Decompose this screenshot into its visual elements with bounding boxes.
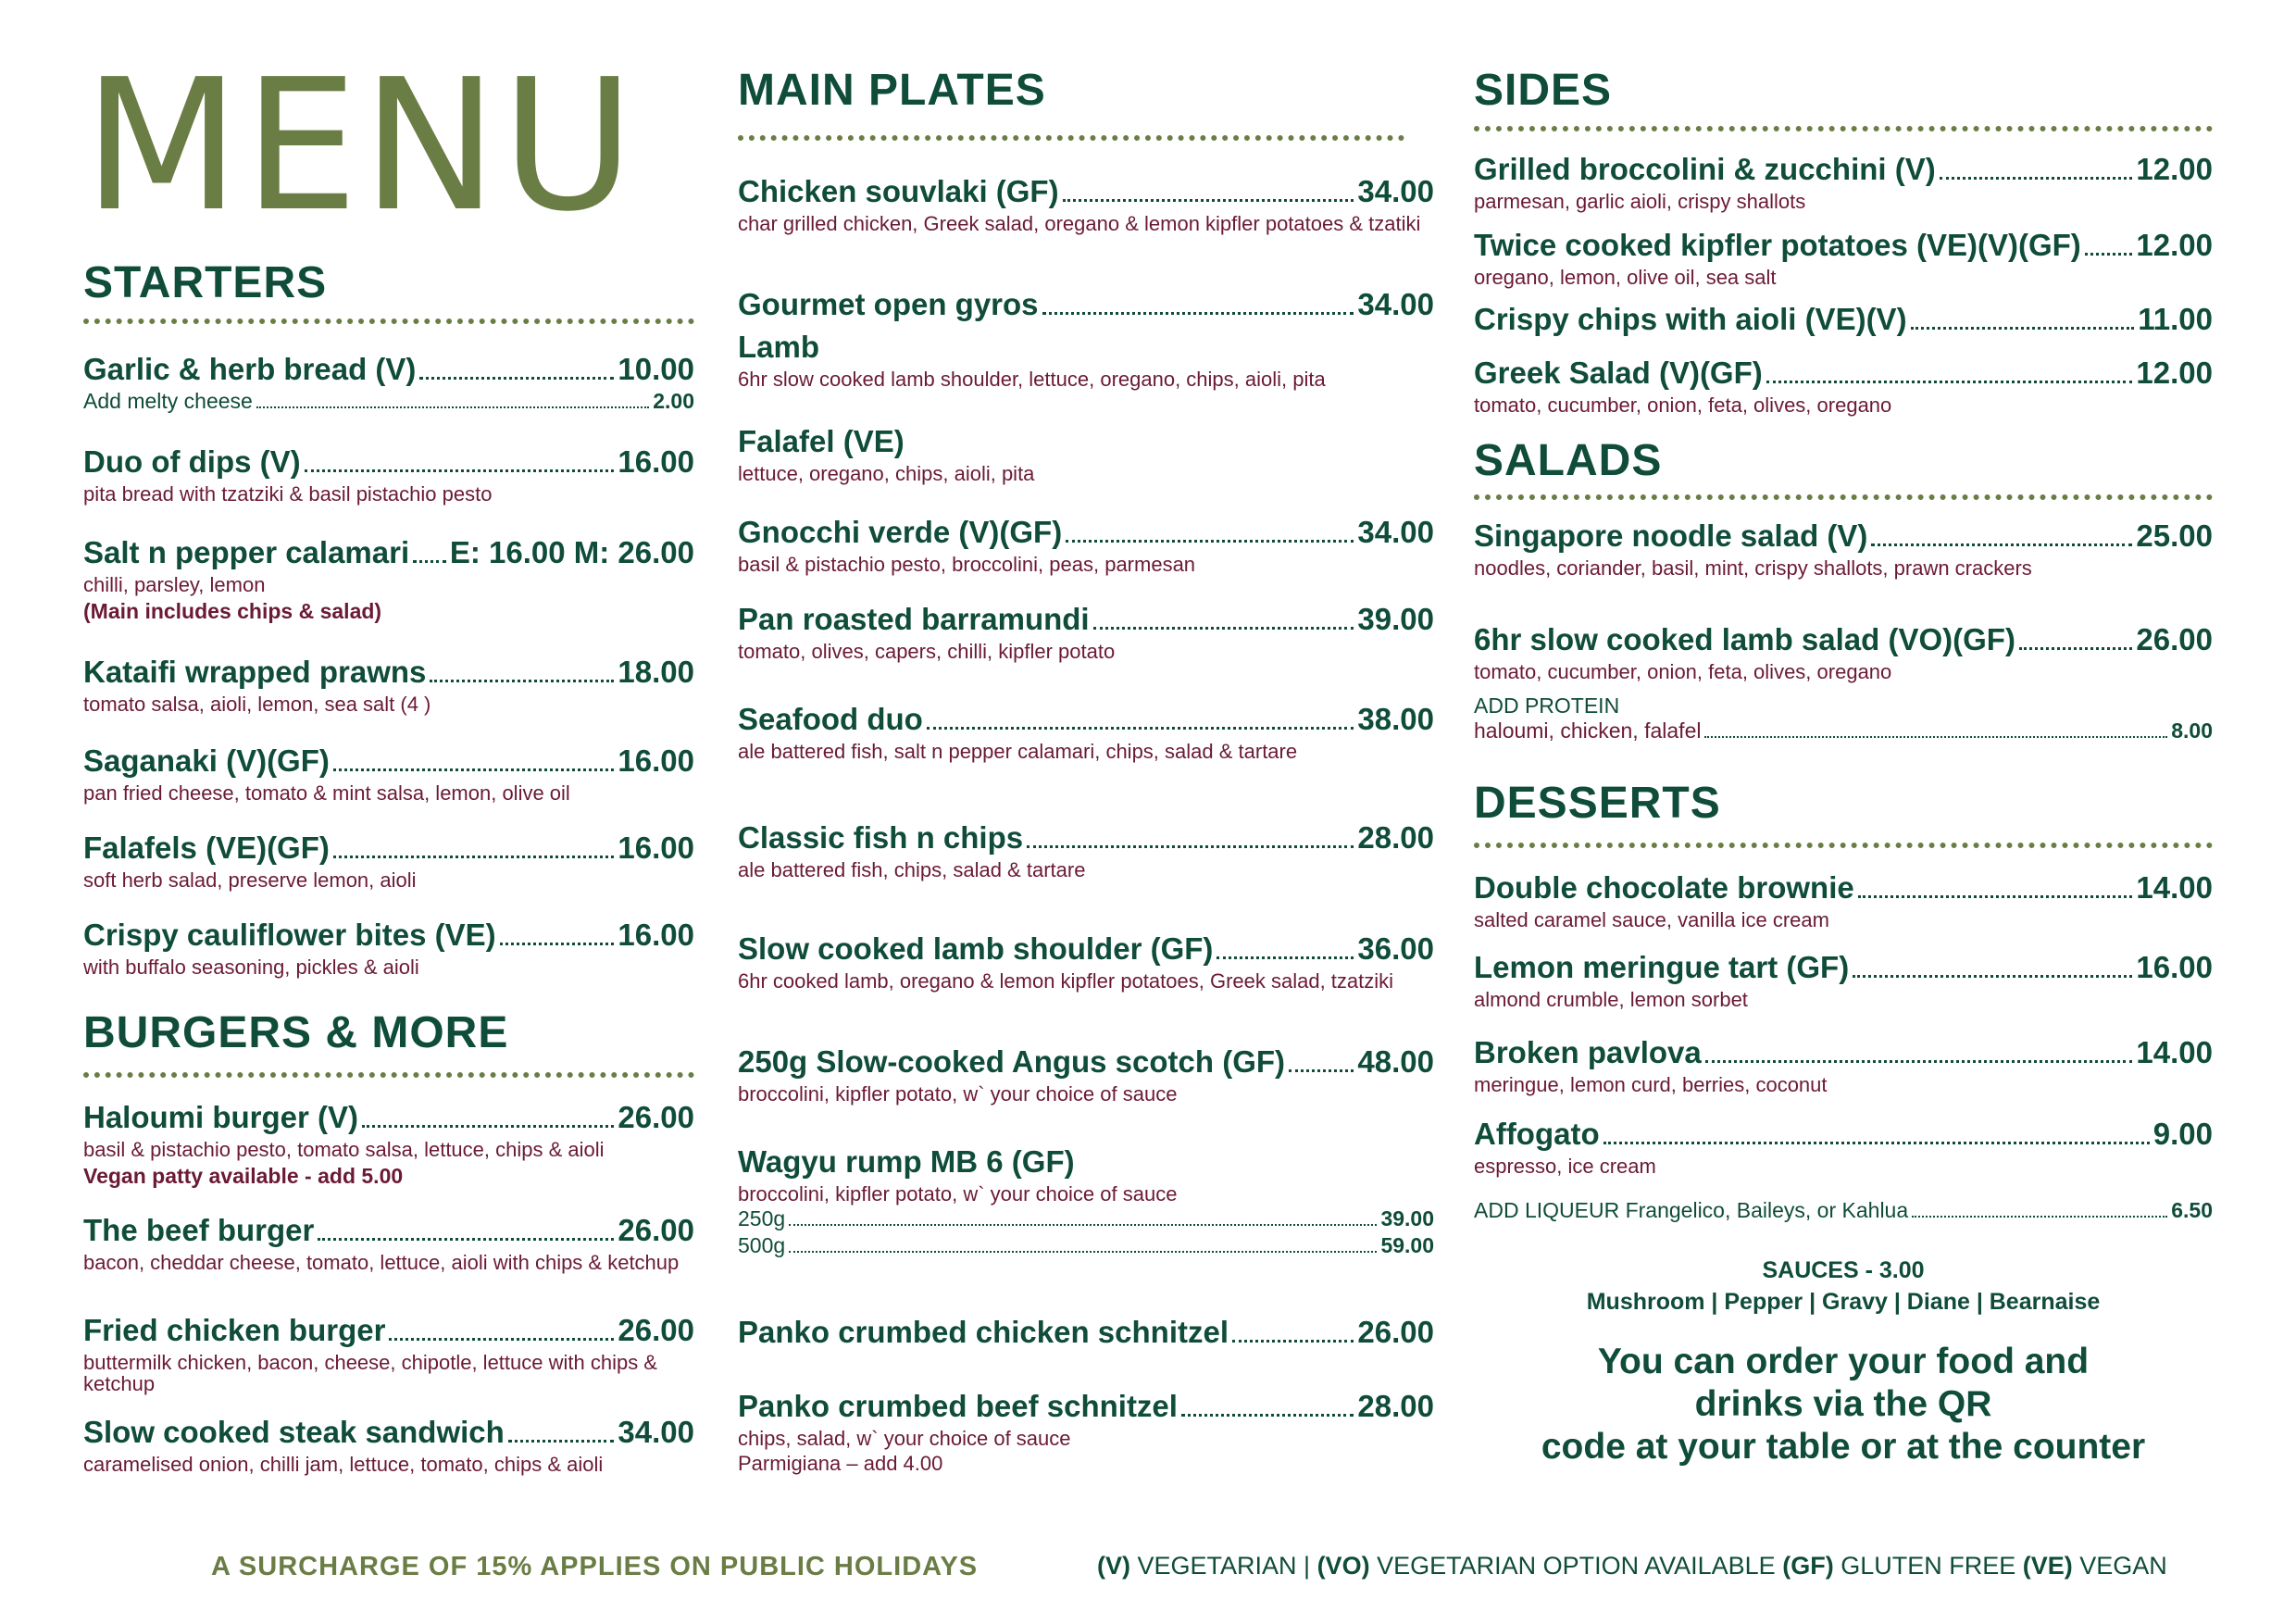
menu-item-line bbox=[1474, 518, 2213, 554]
menu-item-name: Slow cooked steak sandwich bbox=[83, 1415, 505, 1449]
menu-item-name: Double chocolate brownie bbox=[1474, 870, 1854, 905]
menu-item-line bbox=[83, 444, 694, 480]
menu-item-line bbox=[738, 1144, 1434, 1180]
option-label: haloumi, chicken, falafel bbox=[1474, 718, 1702, 743]
menu-item bbox=[1474, 356, 2213, 416]
sauces-list: Mushroom | Pepper | Gravy | Diane | Bearnaise bbox=[1586, 1289, 2101, 1315]
menu-item-line bbox=[1474, 356, 2213, 391]
menu-item-name: Broken pavlova bbox=[1474, 1035, 1702, 1069]
leader-dots bbox=[1911, 327, 2135, 330]
menu-item-name: Haloumi burger (V) bbox=[83, 1100, 359, 1134]
add-protein-label: ADD PROTEIN bbox=[1474, 693, 1620, 718]
menu-item-description: espresso, ice cream bbox=[1474, 1155, 1656, 1178]
menu-item-name: Crispy cauliflower bites (VE) bbox=[83, 918, 496, 952]
menu-item-price: 26.00 bbox=[618, 1213, 694, 1247]
leader-dots bbox=[362, 1125, 614, 1128]
menu-item-addon: Parmigiana – add 4.00 bbox=[738, 1452, 943, 1475]
menu-item-name: Greek Salad (V)(GF) bbox=[1474, 356, 1763, 390]
qr-line: You can order your food and bbox=[1597, 1342, 2090, 1381]
menu-item-name: Panko crumbed beef schnitzel bbox=[738, 1389, 1178, 1423]
legend-text: VEGETARIAN OPTION AVAILABLE bbox=[1369, 1552, 1783, 1580]
menu-item bbox=[738, 515, 1434, 575]
mains-heading: MAIN PLATES bbox=[738, 66, 1046, 115]
menu-item-description: pan fried cheese, tomato & mint salsa, lemon, olive oil bbox=[83, 781, 570, 805]
option-price: 8.00 bbox=[2171, 718, 2213, 743]
menu-item bbox=[738, 602, 1434, 662]
menu-item bbox=[1474, 950, 2213, 1010]
legend-text: GLUTEN FREE bbox=[1833, 1552, 2023, 1580]
menu-item-price: 12.00 bbox=[2136, 152, 2213, 186]
menu-item-name: Wagyu rump MB 6 (GF) bbox=[738, 1144, 1075, 1179]
option-price: 2.00 bbox=[653, 389, 694, 413]
menu-item-line bbox=[1474, 1117, 2213, 1152]
leader-dots bbox=[1181, 1414, 1354, 1417]
menu-item-option bbox=[738, 1206, 1434, 1231]
liqueur-addon bbox=[1474, 1196, 2213, 1223]
menu-item-description: broccolini, kipfler potato, w` your choice of sauce bbox=[738, 1082, 1178, 1106]
menu-item-description: char grilled chicken, Greek salad, oregano & lemon kipfler potatoes & tzatiki bbox=[738, 212, 1421, 235]
leader-dots bbox=[1853, 975, 2132, 978]
menu-item bbox=[738, 330, 1434, 390]
menu-item-description: buttermilk chicken, bacon, cheese, chipotle, lettuce with chips & ketchup bbox=[83, 1351, 657, 1395]
leader-dots bbox=[318, 1238, 614, 1241]
menu-item-line bbox=[83, 831, 694, 866]
menu-item-option bbox=[83, 389, 694, 414]
legend-text: VEGETARIAN | bbox=[1130, 1552, 1317, 1580]
menu-item-description: caramelised onion, chilli jam, lettuce, tomato, chips & aioli bbox=[83, 1453, 604, 1476]
menu-item-name: Lemon meringue tart (GF) bbox=[1474, 950, 1850, 984]
menu-item-price: 25.00 bbox=[2136, 518, 2213, 553]
menu-item-line bbox=[738, 1315, 1434, 1350]
menu-item bbox=[83, 655, 694, 715]
menu-item bbox=[1474, 1035, 2213, 1095]
sauces-title: SAUCES - 3.00 bbox=[1762, 1257, 1925, 1283]
menu-item-price: 16.00 bbox=[2136, 950, 2213, 984]
menu-item-line bbox=[83, 352, 694, 387]
menu-item-line bbox=[738, 931, 1434, 967]
menu-item-description: tomato, cucumber, onion, feta, olives, oregano bbox=[1474, 660, 1892, 683]
menu-item-description: 6hr slow cooked lamb shoulder, lettuce, oregano, chips, aioli, pita bbox=[738, 368, 1326, 391]
menu-item-price: 26.00 bbox=[618, 1313, 694, 1347]
leader-dots bbox=[2019, 647, 2132, 650]
menu-item-line bbox=[83, 1313, 694, 1348]
menu-item-note: (Main includes chips & salad) bbox=[83, 599, 382, 623]
menu-item-line bbox=[1474, 152, 2213, 187]
menu-item-price: 14.00 bbox=[2136, 870, 2213, 905]
liqueur-price: 6.50 bbox=[2171, 1198, 2213, 1222]
menu-item-name: Gourmet open gyros bbox=[738, 287, 1039, 321]
leader-dots bbox=[1704, 736, 2167, 738]
leader-dots bbox=[1063, 199, 1354, 202]
starters-heading: STARTERS bbox=[83, 258, 328, 307]
menu-item-name: Saganaki (V)(GF) bbox=[83, 743, 330, 778]
menu-item bbox=[83, 831, 694, 891]
burgers-heading: BURGERS & MORE bbox=[83, 1008, 509, 1057]
menu-item-price: 34.00 bbox=[1357, 174, 1434, 208]
menu-item-name: Kataifi wrapped prawns bbox=[83, 655, 427, 689]
menu-item-note: Vegan patty available - add 5.00 bbox=[83, 1164, 404, 1188]
leader-dots bbox=[2085, 253, 2133, 256]
menu-item-description: soft herb salad, preserve lemon, aioli bbox=[83, 868, 417, 892]
menu-item-line bbox=[738, 602, 1434, 637]
menu-item-name: Singapore noodle salad (V) bbox=[1474, 518, 1868, 553]
menu-item-line bbox=[738, 1044, 1434, 1080]
menu-item-line bbox=[83, 535, 694, 570]
menu-item-description: chilli, parsley, lemon bbox=[83, 573, 266, 596]
menu-item bbox=[83, 352, 694, 414]
menu-item-description: bacon, cheddar cheese, tomato, lettuce, aioli with chips & ketchup bbox=[83, 1251, 680, 1274]
salads-heading: SALADS bbox=[1474, 436, 1663, 485]
menu-item bbox=[738, 424, 1434, 484]
leader-dots bbox=[1858, 895, 2133, 898]
section-divider bbox=[738, 135, 1404, 141]
menu-item-name: Slow cooked lamb shoulder (GF) bbox=[738, 931, 1214, 966]
leader-dots bbox=[789, 1224, 1377, 1226]
menu-item-line bbox=[1474, 950, 2213, 985]
menu-item-name: Lamb bbox=[738, 330, 820, 364]
qr-line: code at your table or at the counter bbox=[1541, 1427, 2146, 1467]
leader-dots bbox=[1603, 1142, 2150, 1144]
menu-item-price: 28.00 bbox=[1357, 820, 1434, 855]
menu-item-line bbox=[738, 424, 1434, 459]
menu-item bbox=[738, 702, 1434, 762]
menu-item-name: 6hr slow cooked lamb salad (VO)(GF) bbox=[1474, 622, 2015, 656]
menu-item-name: Falafel (VE) bbox=[738, 424, 905, 458]
menu-item-line bbox=[1474, 1035, 2213, 1070]
menu-item-price: 10.00 bbox=[618, 352, 694, 386]
leader-dots bbox=[256, 406, 649, 408]
menu-item-line bbox=[738, 702, 1434, 737]
menu-item-price: 28.00 bbox=[1357, 1389, 1434, 1423]
menu-item-price: 34.00 bbox=[618, 1415, 694, 1449]
menu-item-description: almond crumble, lemon sorbet bbox=[1474, 988, 1748, 1011]
menu-item bbox=[1474, 518, 2213, 579]
menu-item-price: 16.00 bbox=[618, 918, 694, 952]
menu-item-name: Duo of dips (V) bbox=[83, 444, 301, 479]
menu-item bbox=[1474, 622, 2213, 743]
menu-item-price: 26.00 bbox=[2136, 622, 2213, 656]
qr-order-message bbox=[1474, 1341, 2213, 1468]
menu-item bbox=[83, 1415, 694, 1475]
section-divider bbox=[83, 1072, 694, 1078]
menu-item-line bbox=[83, 918, 694, 953]
leader-dots bbox=[333, 768, 615, 771]
menu-item-price: 38.00 bbox=[1357, 702, 1434, 736]
option-price: 59.00 bbox=[1380, 1233, 1434, 1257]
menu-item-price: 26.00 bbox=[618, 1100, 694, 1134]
menu-item-name: Twice cooked kipfler potatoes (VE)(V)(GF) bbox=[1474, 228, 2081, 262]
menu-item-name: Panko crumbed chicken schnitzel bbox=[738, 1315, 1229, 1349]
menu-item-line bbox=[83, 1213, 694, 1248]
section-divider bbox=[1474, 494, 2213, 500]
sides-heading: SIDES bbox=[1474, 66, 1613, 115]
menu-item-line bbox=[83, 1100, 694, 1135]
menu-item-description: with buffalo seasoning, pickles & aioli bbox=[83, 956, 419, 979]
menu-item bbox=[83, 535, 694, 624]
menu-item-line bbox=[83, 743, 694, 779]
menu-item bbox=[1474, 228, 2213, 288]
option-label: 250g bbox=[738, 1206, 786, 1230]
menu-item-description: tomato, olives, capers, chilli, kipfler potato bbox=[738, 640, 1116, 663]
menu-item bbox=[83, 743, 694, 804]
legend-code: (VE) bbox=[2022, 1552, 2073, 1580]
menu-item bbox=[1474, 1117, 2213, 1177]
menu-item-description: salted caramel sauce, vanilla ice cream bbox=[1474, 908, 1829, 931]
dietary-legend bbox=[1097, 1552, 2167, 1580]
menu-item bbox=[1474, 152, 2213, 212]
leader-dots bbox=[1042, 312, 1354, 315]
menu-item-line bbox=[738, 515, 1434, 550]
menu-item bbox=[738, 1144, 1434, 1258]
menu-item bbox=[83, 918, 694, 978]
leader-dots bbox=[1027, 845, 1354, 848]
section-divider bbox=[1474, 126, 2213, 131]
menu-item-line bbox=[1474, 228, 2213, 263]
menu-item-price: 34.00 bbox=[1357, 287, 1434, 321]
menu-item-name: Falafels (VE)(GF) bbox=[83, 831, 330, 865]
menu-item-name: Affogato bbox=[1474, 1117, 1600, 1151]
menu-item-description: broccolini, kipfler potato, w` your choice of sauce bbox=[738, 1182, 1178, 1206]
leader-dots bbox=[1766, 381, 2133, 383]
legend-code: (VO) bbox=[1316, 1552, 1370, 1580]
section-divider bbox=[1474, 843, 2213, 848]
menu-item-name: Classic fish n chips bbox=[738, 820, 1024, 855]
menu-item bbox=[83, 1313, 694, 1394]
menu-item-price: 9.00 bbox=[2152, 1117, 2213, 1151]
menu-item bbox=[83, 1100, 694, 1189]
menu-item bbox=[738, 1044, 1434, 1105]
leader-dots bbox=[1217, 956, 1354, 959]
menu-item-price: 39.00 bbox=[1357, 602, 1434, 636]
menu-item-line bbox=[738, 287, 1434, 322]
leader-dots bbox=[413, 560, 446, 563]
section-divider bbox=[83, 319, 694, 324]
menu-item-price: E: 16.00 M: 26.00 bbox=[449, 535, 694, 569]
leader-dots bbox=[1912, 1216, 2167, 1218]
menu-item-line bbox=[738, 1389, 1434, 1424]
menu-item-line bbox=[1474, 302, 2213, 337]
leader-dots bbox=[789, 1251, 1377, 1253]
menu-item-name: Fried chicken burger bbox=[83, 1313, 386, 1347]
menu-item-description: tomato salsa, aioli, lemon, sea salt (4 ) bbox=[83, 693, 431, 716]
menu-item-description: 6hr cooked lamb, oregano & lemon kipfler potatoes, Greek salad, tzatziki bbox=[738, 969, 1394, 993]
menu-item-name: Pan roasted barramundi bbox=[738, 602, 1090, 636]
menu-item-description: basil & pistachio pesto, tomato salsa, lettuce, chips & aioli bbox=[83, 1138, 605, 1161]
menu-item-name: 250g Slow-cooked Angus scotch (GF) bbox=[738, 1044, 1286, 1079]
menu-item-name: Seafood duo bbox=[738, 702, 923, 736]
liqueur-label: ADD LIQUEUR Frangelico, Baileys, or Kahlua bbox=[1474, 1198, 1909, 1222]
menu-item-description: meringue, lemon curd, berries, coconut bbox=[1474, 1073, 1828, 1096]
option-label: Add melty cheese bbox=[83, 389, 253, 413]
leader-dots bbox=[1289, 1069, 1354, 1072]
menu-item-price: 36.00 bbox=[1357, 931, 1434, 966]
menu-item bbox=[738, 820, 1434, 881]
menu-item-description: noodles, coriander, basil, mint, crispy shallots, prawn crackers bbox=[1474, 556, 2032, 580]
leader-dots bbox=[305, 469, 615, 472]
menu-item bbox=[738, 1389, 1434, 1474]
menu-item-option bbox=[738, 1233, 1434, 1258]
leader-dots bbox=[333, 856, 615, 858]
menu-title: MENU bbox=[83, 41, 639, 252]
menu-item-line bbox=[1474, 622, 2213, 657]
menu-item-price: 16.00 bbox=[618, 444, 694, 479]
menu-item-name: Crispy chips with aioli (VE)(V) bbox=[1474, 302, 1907, 336]
menu-item-name: Garlic & herb bread (V) bbox=[83, 352, 417, 386]
legend-code: (V) bbox=[1097, 1552, 1130, 1580]
menu-item bbox=[83, 444, 694, 505]
menu-item-description: basil & pistachio pesto, broccolini, peas, parmesan bbox=[738, 553, 1196, 576]
leader-dots bbox=[1705, 1060, 2133, 1063]
leader-dots bbox=[389, 1338, 614, 1341]
menu-item-name: The beef burger bbox=[83, 1213, 315, 1247]
menu-item-price: 34.00 bbox=[1357, 515, 1434, 549]
menu-item-price: 11.00 bbox=[2138, 302, 2213, 336]
menu-item-name: Salt n pepper calamari bbox=[83, 535, 410, 569]
legend-code: (GF) bbox=[1782, 1552, 1834, 1580]
menu-item-price: 16.00 bbox=[618, 831, 694, 865]
menu-item-price: 12.00 bbox=[2136, 356, 2213, 390]
menu-item-description: ale battered fish, chips, salad & tartare bbox=[738, 858, 1086, 881]
menu-item bbox=[1474, 870, 2213, 931]
menu-item-description: chips, salad, w` your choice of sauce bbox=[738, 1427, 1071, 1450]
menu-item-line bbox=[738, 174, 1434, 209]
menu-item-line bbox=[83, 1415, 694, 1450]
menu-item bbox=[738, 174, 1434, 234]
leader-dots bbox=[1871, 543, 2132, 546]
leader-dots bbox=[1093, 627, 1354, 630]
menu-item-price: 16.00 bbox=[618, 743, 694, 778]
menu-item-description: pita bread with tzatziki & basil pistachio pesto bbox=[83, 482, 493, 506]
qr-line: drinks via the QR bbox=[1694, 1384, 1992, 1424]
menu-item bbox=[738, 287, 1434, 322]
menu-item-description: oregano, lemon, olive oil, sea salt bbox=[1474, 266, 1777, 289]
menu-item bbox=[1474, 302, 2213, 337]
menu-item-line bbox=[738, 820, 1434, 856]
menu-item-name: Gnocchi verde (V)(GF) bbox=[738, 515, 1063, 549]
leader-dots bbox=[500, 943, 615, 945]
menu-item-description: tomato, cucumber, onion, feta, olives, oregano bbox=[1474, 394, 1892, 417]
menu-item-price: 26.00 bbox=[1357, 1315, 1434, 1349]
menu-item bbox=[738, 1315, 1434, 1350]
leader-dots bbox=[1066, 540, 1354, 543]
menu-item-line bbox=[83, 655, 694, 690]
menu-item bbox=[83, 1213, 694, 1273]
menu-item-line bbox=[738, 330, 1434, 365]
leader-dots bbox=[419, 377, 614, 380]
menu-item-price: 18.00 bbox=[618, 655, 694, 689]
leader-dots bbox=[1940, 177, 2133, 180]
leader-dots bbox=[430, 680, 614, 682]
menu-item-name: Chicken souvlaki (GF) bbox=[738, 174, 1059, 208]
menu-item-description: parmesan, garlic aioli, crispy shallots bbox=[1474, 190, 1806, 213]
desserts-heading: DESSERTS bbox=[1474, 779, 1721, 828]
option-label: 500g bbox=[738, 1233, 786, 1257]
option-price: 39.00 bbox=[1380, 1206, 1434, 1230]
menu-item-line bbox=[1474, 870, 2213, 906]
menu-item bbox=[738, 931, 1434, 992]
menu-item-description: lettuce, oregano, chips, aioli, pita bbox=[738, 462, 1035, 485]
leader-dots bbox=[1232, 1340, 1354, 1343]
menu-item-price: 14.00 bbox=[2136, 1035, 2213, 1069]
leader-dots bbox=[508, 1440, 615, 1443]
leader-dots bbox=[927, 727, 1354, 730]
surcharge-notice: A SURCHARGE OF 15% APPLIES ON PUBLIC HOLIDAYS bbox=[211, 1552, 979, 1581]
menu-item-price: 48.00 bbox=[1357, 1044, 1434, 1079]
legend-text: VEGAN bbox=[2072, 1552, 2167, 1580]
menu-item-option bbox=[1474, 718, 2213, 743]
menu-item-name: Grilled broccolini & zucchini (V) bbox=[1474, 152, 1936, 186]
menu-item-price: 12.00 bbox=[2136, 228, 2213, 262]
menu-item-description: ale battered fish, salt n pepper calamari, chips, salad & tartare bbox=[738, 740, 1298, 763]
